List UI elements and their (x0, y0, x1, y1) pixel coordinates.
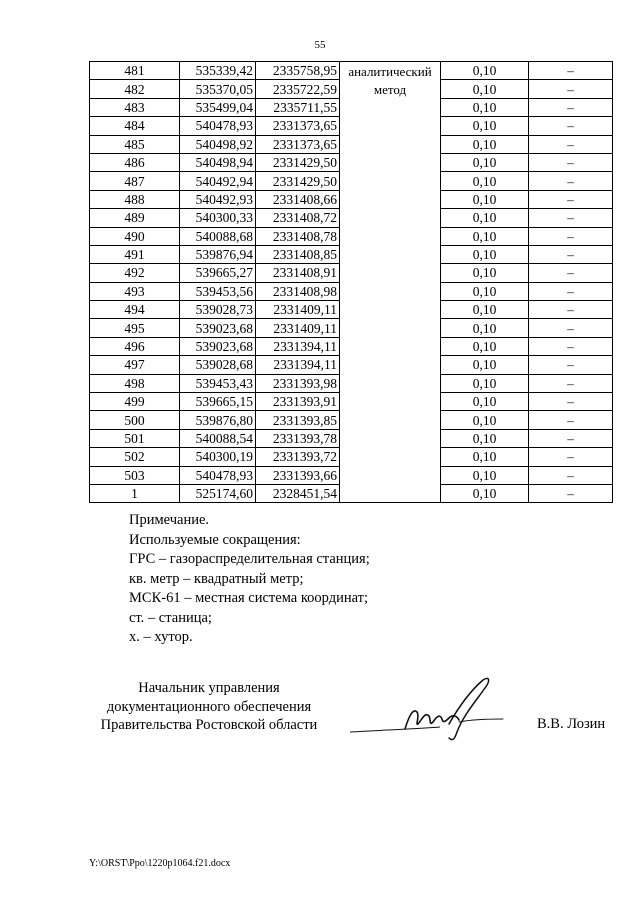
point-number-cell: 491 (90, 245, 180, 263)
x-coordinate-cell: 540492,94 (180, 172, 256, 190)
x-coordinate-cell: 539876,94 (180, 245, 256, 263)
accuracy-cell: 0,10 (441, 62, 529, 80)
handwritten-signature (345, 672, 515, 747)
point-number-cell: 499 (90, 393, 180, 411)
point-number-cell: 493 (90, 282, 180, 300)
point-number-cell: 495 (90, 319, 180, 337)
x-coordinate-cell: 535370,05 (180, 80, 256, 98)
note-cell: – (529, 172, 613, 190)
page-number: 55 (314, 39, 326, 51)
signer-title (89, 679, 329, 735)
x-coordinate-cell: 540300,19 (180, 448, 256, 466)
abbreviation-item: х. – хутор. (129, 629, 193, 645)
accuracy-cell: 0,10 (441, 227, 529, 245)
accuracy-cell: 0,10 (441, 301, 529, 319)
accuracy-cell: 0,10 (441, 98, 529, 116)
x-coordinate-cell: 539665,27 (180, 264, 256, 282)
y-coordinate-cell: 2335758,95 (256, 62, 340, 80)
note-cell: – (529, 264, 613, 282)
accuracy-cell: 0,10 (441, 429, 529, 447)
x-coordinate-cell: 535499,04 (180, 98, 256, 116)
y-coordinate-cell: 2328451,54 (256, 484, 340, 502)
point-number-cell: 481 (90, 62, 180, 80)
y-coordinate-cell: 2331409,11 (256, 301, 340, 319)
accuracy-cell: 0,10 (441, 209, 529, 227)
accuracy-cell: 0,10 (441, 153, 529, 171)
point-number-cell: 488 (90, 190, 180, 208)
x-coordinate-cell: 540088,68 (180, 227, 256, 245)
note-cell: – (529, 245, 613, 263)
note-cell: – (529, 393, 613, 411)
table-row (90, 62, 613, 80)
note-cell: – (529, 374, 613, 392)
note-cell: – (529, 356, 613, 374)
note-cell: – (529, 319, 613, 337)
accuracy-cell: 0,10 (441, 80, 529, 98)
note-heading: Примечание. (129, 512, 210, 528)
coordinates-table (89, 61, 613, 503)
y-coordinate-cell: 2331393,85 (256, 411, 340, 429)
point-number-cell: 489 (90, 209, 180, 227)
point-number-cell: 503 (90, 466, 180, 484)
footer-file-path: Y:\ORST\Ppo\1220p1064.f21.docx (89, 858, 231, 869)
note-cell: – (529, 411, 613, 429)
point-number-cell: 484 (90, 117, 180, 135)
note-cell: – (529, 484, 613, 502)
y-coordinate-cell: 2331429,50 (256, 153, 340, 171)
note-cell: – (529, 448, 613, 466)
point-number-cell: 497 (90, 356, 180, 374)
x-coordinate-cell: 539453,43 (180, 374, 256, 392)
y-coordinate-cell: 2331429,50 (256, 172, 340, 190)
accuracy-cell: 0,10 (441, 484, 529, 502)
note-cell: – (529, 227, 613, 245)
point-number-cell: 485 (90, 135, 180, 153)
accuracy-cell: 0,10 (441, 117, 529, 135)
note-cell: – (529, 337, 613, 355)
signer-title-line: Начальник управления (138, 680, 280, 696)
accuracy-cell: 0,10 (441, 411, 529, 429)
x-coordinate-cell: 540498,92 (180, 135, 256, 153)
point-number-cell: 486 (90, 153, 180, 171)
point-number-cell: 496 (90, 337, 180, 355)
note-cell: – (529, 209, 613, 227)
x-coordinate-cell: 539023,68 (180, 319, 256, 337)
x-coordinate-cell: 540478,93 (180, 117, 256, 135)
y-coordinate-cell: 2335711,55 (256, 98, 340, 116)
abbreviation-item: ст. – станица; (129, 609, 212, 626)
point-number-cell: 492 (90, 264, 180, 282)
x-coordinate-cell: 535339,42 (180, 62, 256, 80)
x-coordinate-cell: 539665,15 (180, 393, 256, 411)
x-coordinate-cell: 540492,93 (180, 190, 256, 208)
x-coordinate-cell: 540088,54 (180, 429, 256, 447)
y-coordinate-cell: 2331393,72 (256, 448, 340, 466)
note-cell: – (529, 429, 613, 447)
accuracy-cell: 0,10 (441, 374, 529, 392)
note-cell: – (529, 153, 613, 171)
x-coordinate-cell: 539028,68 (180, 356, 256, 374)
point-number-cell: 1 (90, 484, 180, 502)
abbreviation-item: кв. метр – квадратный метр; (129, 570, 304, 587)
y-coordinate-cell: 2331409,11 (256, 319, 340, 337)
note-cell: – (529, 301, 613, 319)
abbreviations-heading: Используемые сокращения: (129, 531, 301, 548)
note-cell: – (529, 282, 613, 300)
accuracy-cell: 0,10 (441, 245, 529, 263)
signer-title-line: Правительства Ростовской области (100, 717, 318, 733)
note-block (129, 511, 370, 648)
abbreviation-item: ГРС – газораспределительная станция; (129, 551, 370, 567)
note-cell: – (529, 80, 613, 98)
y-coordinate-cell: 2331394,11 (256, 337, 340, 355)
point-number-cell: 502 (90, 448, 180, 466)
y-coordinate-cell: 2331393,98 (256, 374, 340, 392)
point-number-cell: 498 (90, 374, 180, 392)
note-cell: – (529, 190, 613, 208)
note-cell: – (529, 98, 613, 116)
accuracy-cell: 0,10 (441, 466, 529, 484)
abbreviation-item: МСК-61 – местная система координат; (129, 590, 369, 606)
y-coordinate-cell: 2331393,66 (256, 466, 340, 484)
signer-title-line: документационного обеспечения (106, 698, 312, 715)
accuracy-cell: 0,10 (441, 190, 529, 208)
x-coordinate-cell: 540300,33 (180, 209, 256, 227)
accuracy-cell: 0,10 (441, 172, 529, 190)
accuracy-cell: 0,10 (441, 135, 529, 153)
accuracy-cell: 0,10 (441, 264, 529, 282)
accuracy-cell: 0,10 (441, 393, 529, 411)
x-coordinate-cell: 539023,68 (180, 337, 256, 355)
note-cell: – (529, 135, 613, 153)
point-number-cell: 500 (90, 411, 180, 429)
x-coordinate-cell: 525174,60 (180, 484, 256, 502)
point-number-cell: 501 (90, 429, 180, 447)
note-cell: – (529, 117, 613, 135)
y-coordinate-cell: 2331394,11 (256, 356, 340, 374)
accuracy-cell: 0,10 (441, 448, 529, 466)
y-coordinate-cell: 2331408,85 (256, 245, 340, 263)
y-coordinate-cell: 2331408,98 (256, 282, 340, 300)
y-coordinate-cell: 2331373,65 (256, 135, 340, 153)
point-number-cell: 483 (90, 98, 180, 116)
signer-name: В.В. Лозин (537, 716, 606, 732)
y-coordinate-cell: 2331408,91 (256, 264, 340, 282)
y-coordinate-cell: 2331408,78 (256, 227, 340, 245)
x-coordinate-cell: 540498,94 (180, 153, 256, 171)
y-coordinate-cell: 2331408,72 (256, 209, 340, 227)
x-coordinate-cell: 539453,56 (180, 282, 256, 300)
y-coordinate-cell: 2331393,91 (256, 393, 340, 411)
y-coordinate-cell: 2335722,59 (256, 80, 340, 98)
accuracy-cell: 0,10 (441, 319, 529, 337)
point-number-cell: 482 (90, 80, 180, 98)
point-number-cell: 494 (90, 301, 180, 319)
method-cell: аналитический метод (340, 62, 441, 503)
point-number-cell: 490 (90, 227, 180, 245)
x-coordinate-cell: 539876,80 (180, 411, 256, 429)
accuracy-cell: 0,10 (441, 282, 529, 300)
x-coordinate-cell: 540478,93 (180, 466, 256, 484)
y-coordinate-cell: 2331408,66 (256, 190, 340, 208)
accuracy-cell: 0,10 (441, 356, 529, 374)
x-coordinate-cell: 539028,73 (180, 301, 256, 319)
accuracy-cell: 0,10 (441, 337, 529, 355)
y-coordinate-cell: 2331373,65 (256, 117, 340, 135)
point-number-cell: 487 (90, 172, 180, 190)
y-coordinate-cell: 2331393,78 (256, 429, 340, 447)
note-cell: – (529, 466, 613, 484)
note-cell: – (529, 62, 613, 80)
